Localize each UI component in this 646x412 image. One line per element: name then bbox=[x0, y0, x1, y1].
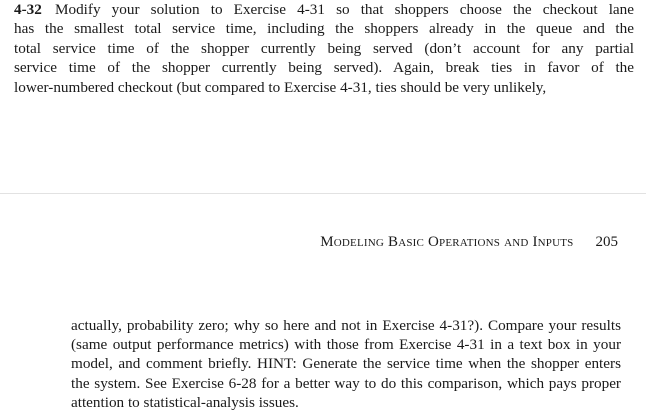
exercise-line: service time of the shopper currently being served). Again, break ties in favor of the bbox=[14, 59, 634, 77]
chapter-title: Modeling Basic Operations and Inputs bbox=[320, 234, 574, 250]
running-head bbox=[0, 233, 618, 252]
continuation-line: the system. See Exercise 6-28 for a better way to do this comparison, which pays proper bbox=[71, 374, 621, 392]
exercise-line bbox=[14, 0, 634, 19]
exercise-number: 4-32 bbox=[14, 1, 42, 18]
page-divider bbox=[0, 193, 646, 194]
continuation-line: (same output performance metrics) with those from Exercise 4-31 in a text box in your bbox=[71, 336, 621, 354]
continuation-line: attention to statistical-analysis issues. bbox=[71, 393, 299, 411]
continuation-line: model, and comment briefly. HINT: Generate the service time when the shopper enters bbox=[71, 355, 621, 373]
exercise-paragraph bbox=[14, 0, 634, 97]
exercise-line: has the smallest total service time, including the shoppers already in the queue and the bbox=[14, 20, 634, 38]
page-number: 205 bbox=[595, 234, 618, 250]
exercise-text: Modify your solution to Exercise 4-31 so that shoppers choose the checkout lane bbox=[54, 1, 634, 18]
exercise-line: total service time of the shopper currently being served (don’t account for any partial bbox=[14, 39, 634, 57]
exercise-line: lower-numbered checkout (but compared to Exercise 4-31, ties should be very unlikely, bbox=[14, 78, 547, 96]
continuation-line: actually, probability zero; why so here and not in Exercise 4-31?). Compare your results bbox=[71, 317, 621, 334]
continuation-paragraph bbox=[71, 316, 621, 412]
